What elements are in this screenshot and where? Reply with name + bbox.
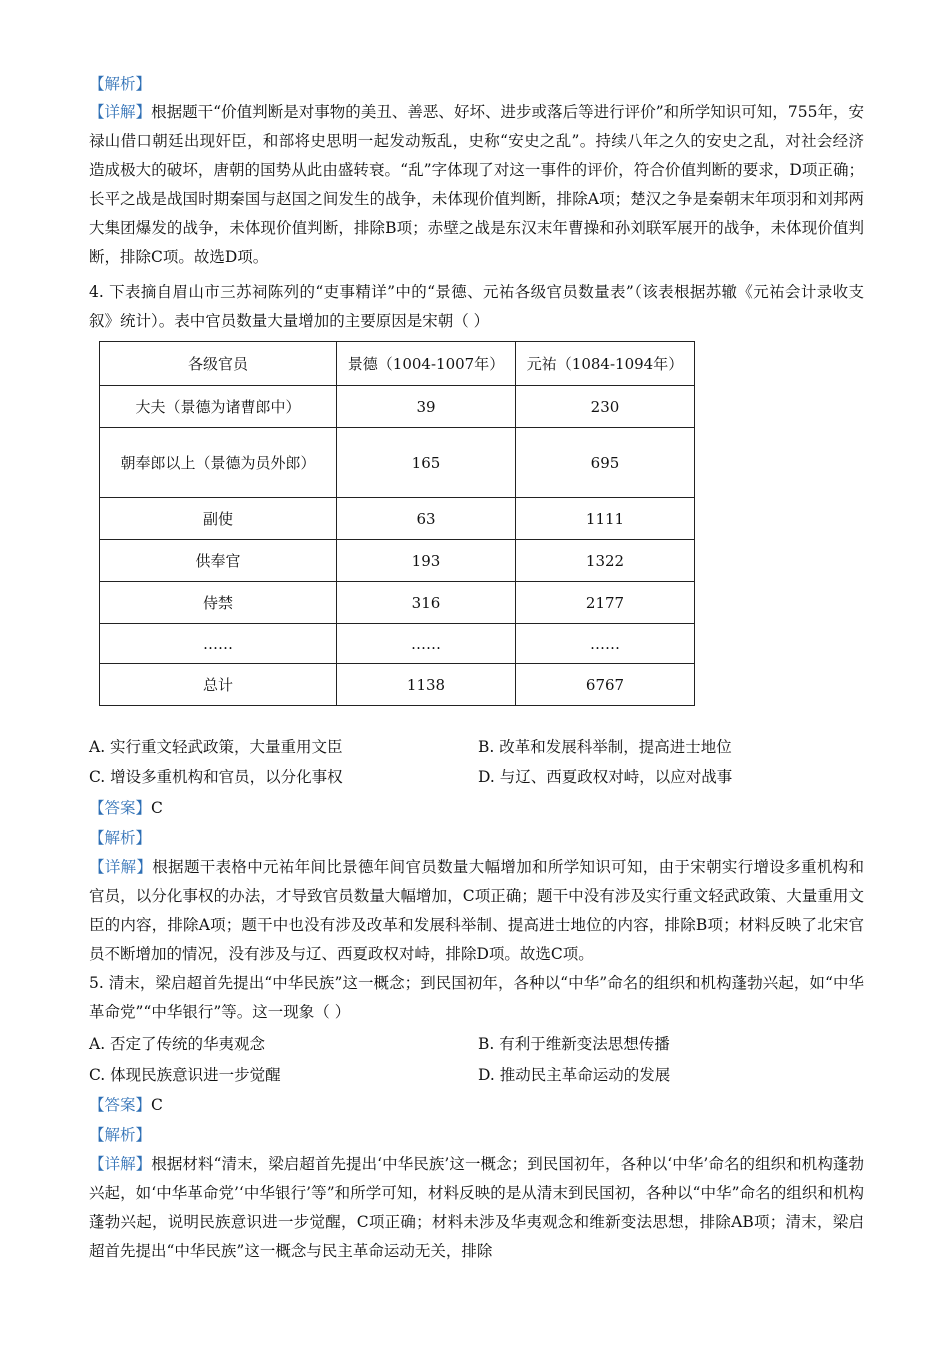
q4-analysis-tag: 【解析】 bbox=[89, 829, 152, 847]
q4-option-b: B. 改革和发展科举制，提高进士地位 bbox=[478, 738, 732, 756]
table-cell: …… bbox=[516, 624, 695, 664]
table-cell: 695 bbox=[516, 428, 695, 498]
table-cell: 6767 bbox=[516, 664, 695, 706]
table-header-cell: 元祐（1084-1094年） bbox=[516, 342, 695, 386]
q5-detail bbox=[89, 1150, 864, 1266]
q3-detail-tag: 【详解】 bbox=[89, 103, 152, 121]
q4-answer-tag: 【答案】 bbox=[89, 799, 152, 817]
table-cell: 1138 bbox=[337, 664, 516, 706]
q3-analysis-tag: 【解析】 bbox=[89, 75, 152, 93]
q5-option-c: C. 体现民族意识进一步觉醒 bbox=[89, 1066, 281, 1084]
table-cell: 230 bbox=[516, 386, 695, 428]
q4-option-c: C. 增设多重机构和官员，以分化事权 bbox=[89, 768, 343, 786]
table-cell: 总计 bbox=[100, 664, 337, 706]
table-cell: 193 bbox=[337, 540, 516, 582]
q5-answer-tag: 【答案】 bbox=[89, 1096, 152, 1114]
q5-stem: 5. 清末，梁启超首先提出“中华民族”这一概念；到民国初年，各种以“中华”命名的组织和机构蓬勃兴起，如“中华革命党”“中华银行”等。这一现象（ ） bbox=[89, 974, 864, 1021]
table-cell: 大夫（景德为诸曹郎中） bbox=[100, 386, 337, 428]
table-cell: 165 bbox=[337, 428, 516, 498]
table-header-row bbox=[100, 342, 695, 386]
table-cell: 2177 bbox=[516, 582, 695, 624]
q3-detail-text: 根据题干“价值判断是对事物的美丑、善恶、好坏、进步或落后等进行评价”和所学知识可知，755年，安禄山借口朝廷出现奸臣，和部将史思明一起发动叛乱，史称“安史之乱”。持续八年之久的安史之乱，对社会经济造成极大的破坏，唐朝的国势从此由盛转衰。“乱”字体现了对这一事件的评价，符合价值判断的要求，D项正确；长平之战是战国时期秦国与赵国之间发生的战争，未体现价值判断，排除A项；楚汉之争是秦朝末年项羽和刘邦两大集团爆发的战争，未体现价值判断，排除B项；赤壁之战是东汉末年曹操和孙刘联军展开的战争，未体现价值判断，排除C项。故选D项。 bbox=[89, 103, 864, 266]
q4-detail-tag: 【详解】 bbox=[89, 858, 153, 876]
q5-analysis-tag: 【解析】 bbox=[89, 1126, 152, 1144]
table-row bbox=[100, 582, 695, 624]
table-row bbox=[100, 540, 695, 582]
table-cell: 1111 bbox=[516, 498, 695, 540]
q4-detail bbox=[89, 853, 864, 969]
table-cell: 316 bbox=[337, 582, 516, 624]
table-header-cell: 各级官员 bbox=[100, 342, 337, 386]
table-header-cell: 景德（1004-1007年） bbox=[337, 342, 516, 386]
table-cell: 39 bbox=[337, 386, 516, 428]
q4-answer bbox=[89, 798, 864, 818]
table-cell: 1322 bbox=[516, 540, 695, 582]
table-cell: 朝奉郎以上（景德为员外郎） bbox=[100, 428, 337, 498]
q5-option-d: D. 推动民主革命运动的发展 bbox=[478, 1066, 671, 1084]
table-row bbox=[100, 664, 695, 706]
q5-detail-text: 根据材料“清末，梁启超首先提出‘中华民族’这一概念；到民国初年，各种以‘中华’命名的组织和机构蓬勃兴起，如‘中华革命党’‘中华银行’等”和所学可知，材料反映的是从清末到民国初，各种以“中华”命名的组织和机构蓬勃兴起，说明民族意识进一步觉醒，C项正确；材料未涉及华夷观念和维新变法思想，排除AB项；清末，梁启超首先提出“中华民族”这一概念与民主革命运动无关，排除 bbox=[89, 1155, 864, 1260]
q5-option-a: A. 否定了传统的华夷观念 bbox=[89, 1035, 266, 1053]
q5-detail-tag: 【详解】 bbox=[89, 1155, 152, 1173]
table-cell: 63 bbox=[337, 498, 516, 540]
q4-option-a: A. 实行重文轻武政策，大量重用文臣 bbox=[89, 738, 343, 756]
q5-answer bbox=[89, 1095, 864, 1115]
q5-option-b: B. 有利于维新变法思想传播 bbox=[478, 1035, 670, 1053]
q5-answer-value: C bbox=[151, 1096, 163, 1114]
table-row bbox=[100, 386, 695, 428]
table-cell: 供奉官 bbox=[100, 540, 337, 582]
table-cell: 副使 bbox=[100, 498, 337, 540]
q4-official-count-table bbox=[99, 341, 695, 706]
table-cell: …… bbox=[100, 624, 337, 664]
q4-option-d: D. 与辽、西夏政权对峙，以应对战事 bbox=[478, 768, 733, 786]
table-row bbox=[100, 428, 695, 498]
q4-answer-value: C bbox=[151, 799, 163, 817]
q4-stem: 4. 下表摘自眉山市三苏祠陈列的“吏事精详”中的“景德、元祐各级官员数量表”（该表根据苏辙《元祐会计录收支叙》统计）。表中官员数量大量增加的主要原因是宋朝（ ） bbox=[89, 283, 864, 330]
table-row bbox=[100, 624, 695, 664]
q3-detail bbox=[89, 98, 864, 272]
table-cell: …… bbox=[337, 624, 516, 664]
q4-detail-text: 根据题干表格中元祐年间比景德年间官员数量大幅增加和所学知识可知，由于宋朝实行增设多重机构和官员，以分化事权的办法，才导致官员数量大幅增加，C项正确；题干中没有涉及实行重文轻武政策、大量重用文臣的内容，排除A项；题干中也没有涉及改革和发展科举制、提高进士地位的内容，排除B项；材料反映了北宋官员不断增加的情况，没有涉及与辽、西夏政权对峙，排除D项。故选C项。 bbox=[89, 858, 864, 963]
table-row bbox=[100, 498, 695, 540]
table-cell: 侍禁 bbox=[100, 582, 337, 624]
